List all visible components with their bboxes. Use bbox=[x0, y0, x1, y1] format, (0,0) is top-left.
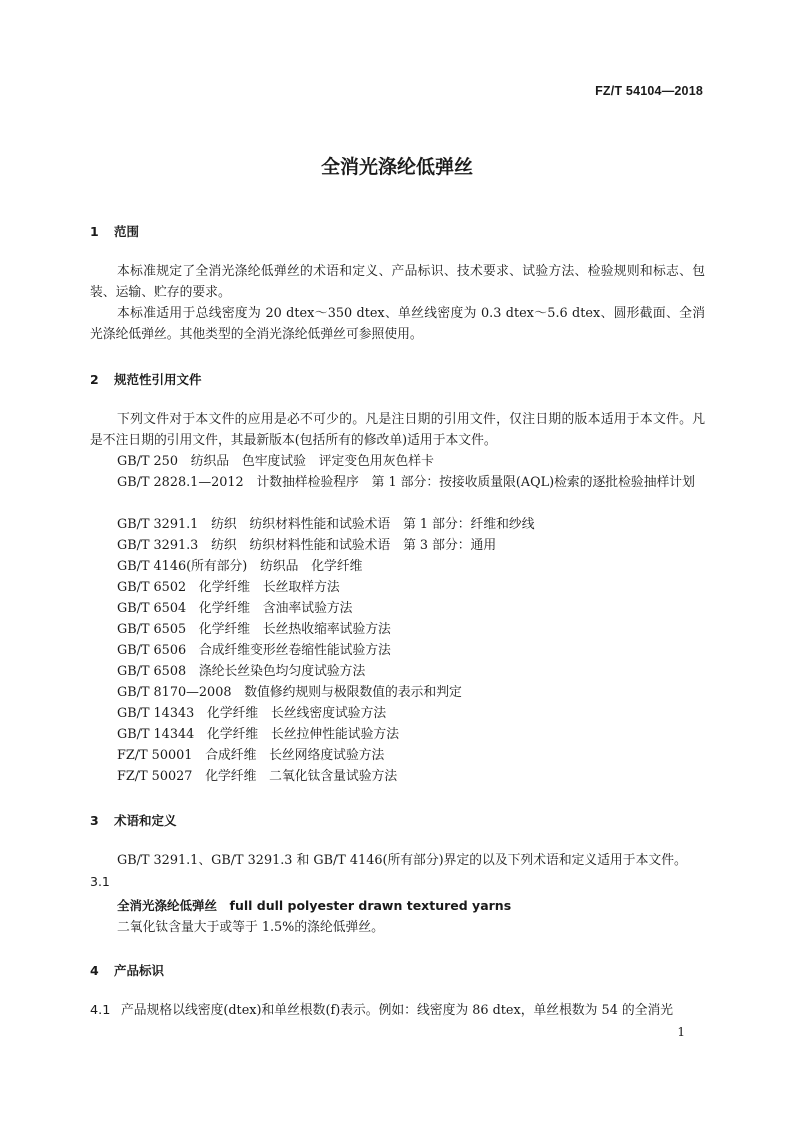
reference-item: GB/T 8170—2008 数值修约规则与极限数值的表示和判定 bbox=[117, 685, 462, 700]
clause-text: 产品规格以线密度(dtex)和单丝根数(f)表示。例如：线密度为 86 dtex，单丝根数为 54 的全消光 bbox=[121, 1003, 674, 1018]
reference-item: GB/T 6502 化学纤维 长丝取样方法 bbox=[117, 580, 340, 595]
section-title: 产品标识 bbox=[114, 963, 165, 978]
reference-item: GB/T 3291.3 纺织 纺织材料性能和试验术语 第 3 部分：通用 bbox=[117, 538, 497, 553]
reference-item: GB/T 6506 合成纤维变形丝卷缩性能试验方法 bbox=[117, 643, 391, 658]
section-2-heading bbox=[90, 370, 202, 388]
reference-item: GB/T 6504 化学纤维 含油率试验方法 bbox=[117, 601, 353, 616]
term-name: 全消光涤纶低弹丝 full dull polyester drawn textured yarns bbox=[117, 898, 512, 913]
section-number: 3 bbox=[90, 813, 99, 828]
page-number: 1 bbox=[677, 1025, 685, 1039]
section-1-heading bbox=[90, 222, 139, 240]
section-title: 范围 bbox=[114, 224, 140, 239]
reference-item: GB/T 250 纺织品 色牢度试验 评定变色用灰色样卡 bbox=[117, 454, 434, 469]
reference-item: GB/T 3291.1 纺织 纺织材料性能和试验术语 第 1 部分：纤维和纱线 bbox=[117, 517, 535, 532]
section-number: 1 bbox=[90, 224, 99, 239]
reference-item: GB/T 6508 涤纶长丝染色均匀度试验方法 bbox=[117, 664, 366, 679]
clause-number: 4.1 bbox=[90, 1003, 111, 1018]
term-definition: 二氧化钛含量大于或等于 1.5%的涤纶低弹丝。 bbox=[117, 920, 384, 935]
scope-paragraph-2: 本标准适用于总线密度为 20 dtex～350 dtex、单丝线密度为 0.3 dtex～5.6 dtex、圆形截面、全消光涤纶低弹丝。其他类型的全消光涤纶低弹丝可参照使用。 bbox=[90, 306, 705, 342]
section-4-heading bbox=[90, 961, 164, 979]
section-number: 4 bbox=[90, 963, 99, 978]
references-intro: 下列文件对于本文件的应用是必不可少的。凡是注日期的引用文件，仅注日期的版本适用于本文件。凡是不注日期的引用文件，其最新版本(包括所有的修改单)适用于本文件。 bbox=[90, 412, 705, 448]
section-3-heading bbox=[90, 811, 177, 829]
section-title: 术语和定义 bbox=[114, 813, 177, 828]
reference-item: GB/T 14343 化学纤维 长丝线密度试验方法 bbox=[117, 706, 387, 721]
document-title: 全消光涤纶低弹丝 bbox=[320, 156, 473, 178]
standard-code: FZ/T 54104—2018 bbox=[595, 84, 703, 98]
reference-item: GB/T 6505 化学纤维 长丝热收缩率试验方法 bbox=[117, 622, 391, 637]
section-title: 规范性引用文件 bbox=[114, 372, 202, 387]
reference-item: FZ/T 50027 化学纤维 二氧化钛含量试验方法 bbox=[117, 769, 398, 784]
reference-item: GB/T 14344 化学纤维 长丝拉伸性能试验方法 bbox=[117, 727, 399, 742]
reference-item: GB/T 4146(所有部分) 纺织品 化学纤维 bbox=[117, 559, 363, 574]
terms-intro: GB/T 3291.1、GB/T 3291.3 和 GB/T 4146(所有部分)界定的以及下列术语和定义适用于本文件。 bbox=[117, 853, 687, 868]
reference-item: GB/T 2828.1—2012 计数抽样检验程序 第 1 部分：按接收质量限(AQL)检索的逐批检验抽样计划 bbox=[117, 475, 695, 490]
clause-4-1 bbox=[90, 1000, 705, 1021]
section-number: 2 bbox=[90, 372, 99, 387]
reference-item: FZ/T 50001 合成纤维 长丝网络度试验方法 bbox=[117, 748, 385, 763]
scope-paragraph-1: 本标准规定了全消光涤纶低弹丝的术语和定义、产品标识、技术要求、试验方法、检验规则和标志、包装、运输、贮存的要求。 bbox=[90, 264, 705, 300]
term-number: 3.1 bbox=[90, 874, 110, 889]
